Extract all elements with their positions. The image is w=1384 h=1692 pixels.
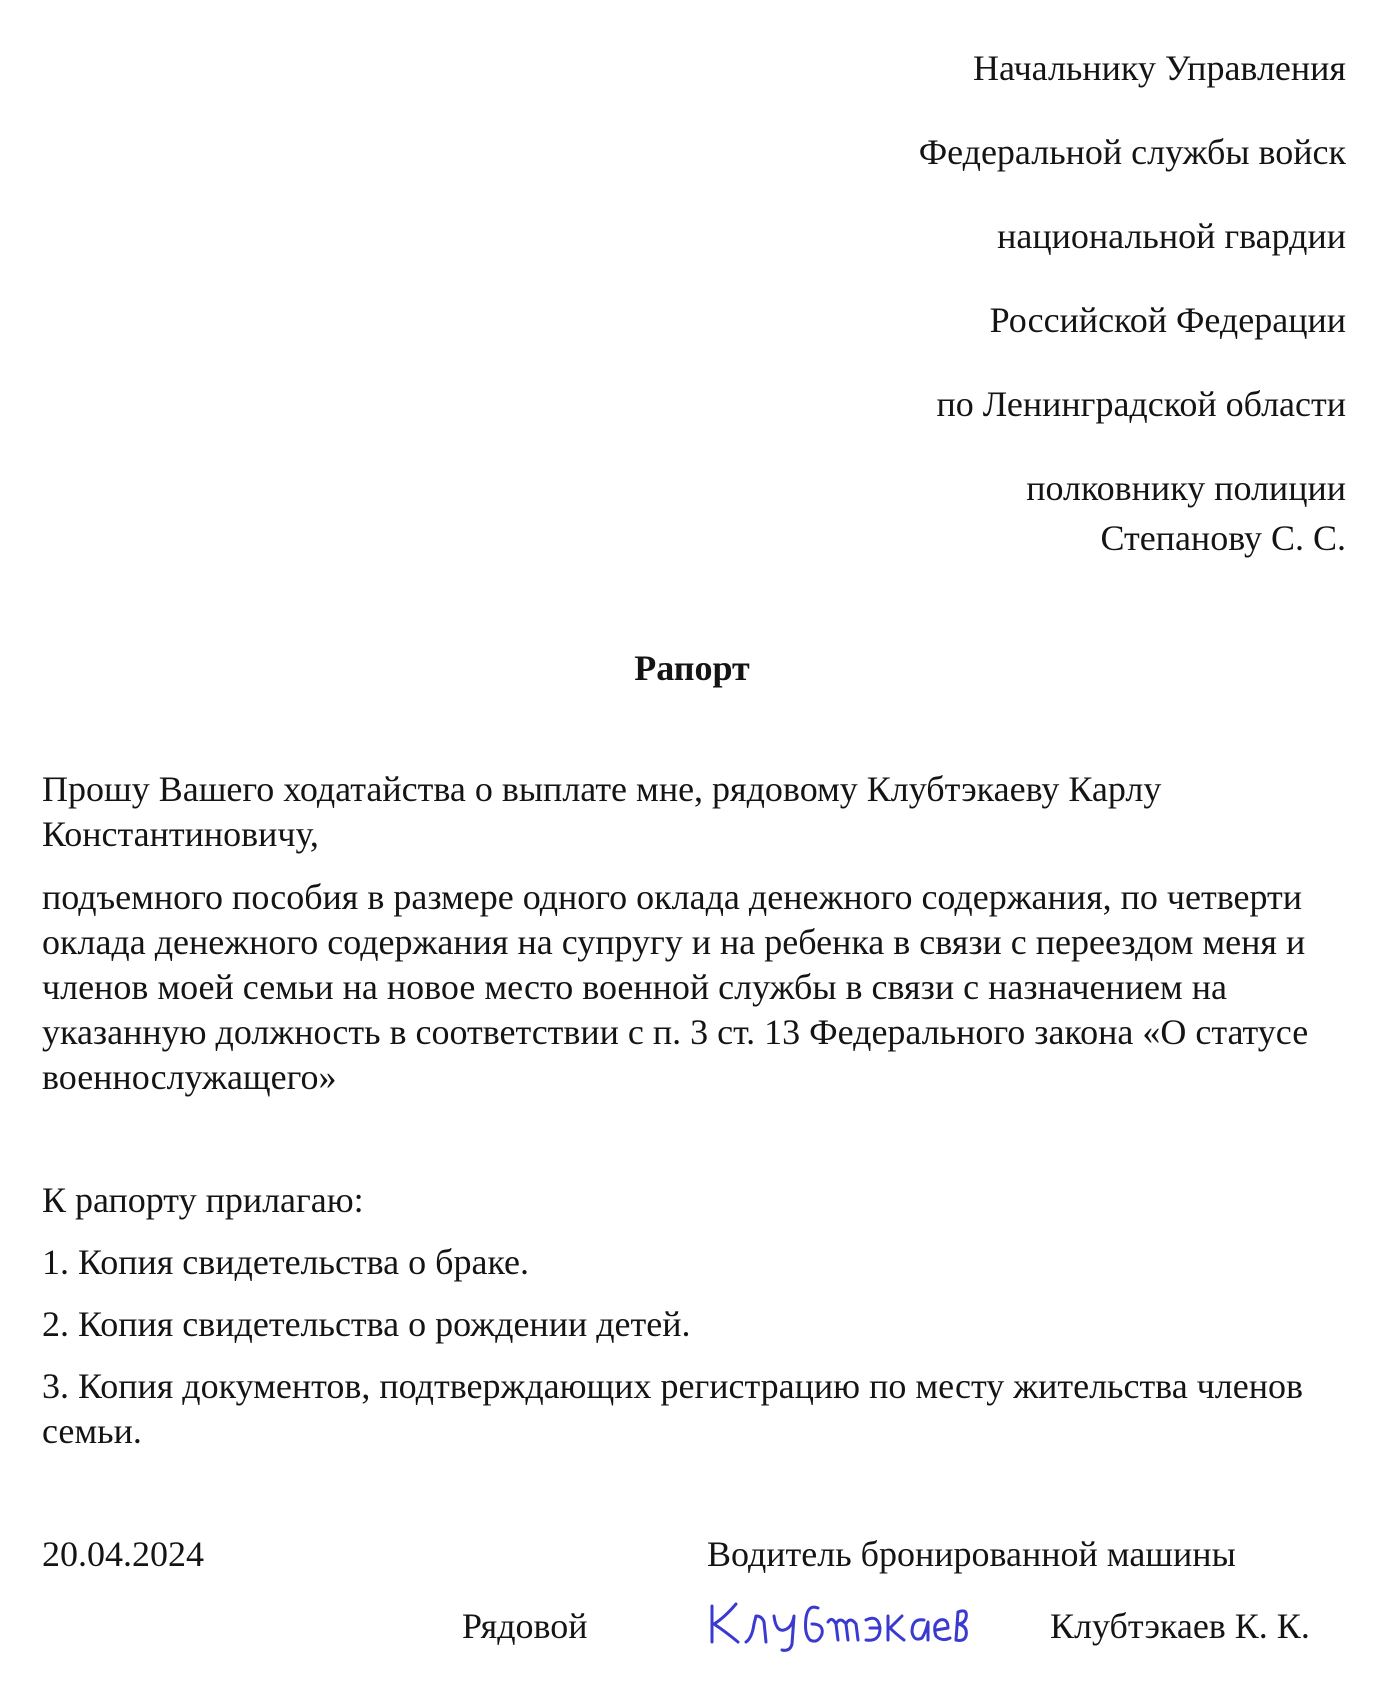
signer-rank: Рядовой xyxy=(462,1606,588,1646)
attachment-item: 2. Копия свидетельства о рождении детей. xyxy=(42,1304,691,1344)
addressee-line: национальной гвардии xyxy=(997,216,1346,256)
addressee-line: полковнику полиции xyxy=(1026,468,1346,508)
attachment-item: 3. Копия документов, подтверждающих регистрацию по месту жительства членов семьи. xyxy=(42,1366,1303,1451)
addressee-name: Степанову С. С. xyxy=(1100,518,1346,558)
signer-position: Водитель бронированной машины xyxy=(707,1534,1236,1574)
signer-name: Клубтэкаев К. К. xyxy=(1050,1606,1310,1646)
signature-graphic xyxy=(706,1594,968,1654)
handwritten-signature xyxy=(706,1594,968,1654)
attachments-heading: К рапорту прилагаю: xyxy=(42,1180,364,1220)
request-paragraph xyxy=(42,767,1352,857)
addressee-line: Федеральной службы войск xyxy=(918,132,1346,172)
addressee-line: Начальнику Управления xyxy=(973,48,1346,88)
addressee-block xyxy=(546,44,1346,564)
document-title: Рапорт xyxy=(634,648,750,688)
reason-paragraph xyxy=(42,875,1352,1100)
report-date: 20.04.2024 xyxy=(42,1534,204,1574)
request-text: Прошу Вашего ходатайства о выплате мне, рядовому Клубтэкаеву Карлу Константиновичу, xyxy=(42,769,1162,854)
attachment-item: 1. Копия свидетельства о браке. xyxy=(42,1242,530,1282)
addressee-line: по Ленинградской области xyxy=(936,384,1346,424)
reason-text: подъемного пособия в размере одного оклада денежного содержания, по четверти оклада денежного содержания на супругу и на ребенка в связи с переездом меня и членов моей семьи на новое место военной службы в связи с назначением на указанную должность в соответствии с п. 3 ст. 13 Федерального закона «О статусе военнослужащего» xyxy=(42,877,1309,1097)
addressee-line: Российской Федерации xyxy=(989,300,1346,340)
